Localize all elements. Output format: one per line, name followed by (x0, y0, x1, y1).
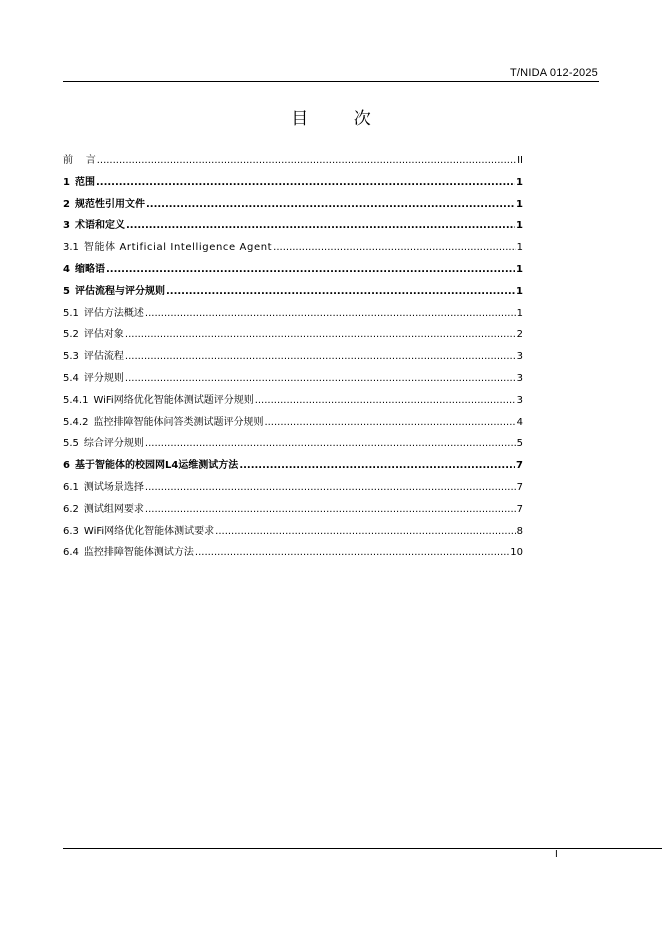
toc-leader-dots (145, 477, 516, 499)
toc-entry-number: 5.4 (63, 372, 79, 384)
toc-entry[interactable] (63, 215, 523, 237)
toc-leader-dots (215, 521, 515, 543)
toc-entry[interactable] (63, 150, 523, 172)
toc-entry-number: 3 (63, 220, 70, 232)
toc-entry-label (63, 542, 194, 564)
toc-entry-page: 1 (516, 198, 523, 210)
toc-entry-label (63, 215, 125, 237)
toc-entry-title: 缩略语 (74, 263, 105, 275)
toc-leader-dots (145, 303, 516, 325)
toc-leader-dots (166, 281, 515, 303)
toc-entry[interactable] (63, 477, 523, 499)
toc-entry-title: 评估对象 (83, 329, 124, 341)
toc-leader-dots (146, 194, 515, 216)
toc-entry-page: 8 (516, 525, 523, 537)
toc-entry-title: 监控排障智能体测试方法 (83, 547, 194, 559)
toc-entry-label (63, 390, 254, 412)
footer-page-number: I (555, 849, 558, 860)
toc-entry-title: 测试组网要求 (83, 503, 144, 515)
toc-entry-number: 5.4.1 (63, 394, 89, 406)
toc-leader-dots (126, 215, 515, 237)
toc-entry[interactable] (63, 259, 523, 281)
toc-entry-title: 评估流程 (83, 351, 124, 363)
toc-leader-dots (264, 412, 515, 434)
toc-entry[interactable] (63, 303, 523, 325)
toc-entry-page: 7 (516, 460, 523, 472)
toc-leader-dots (273, 237, 515, 259)
toc-entry-page: 5 (516, 438, 523, 450)
toc-entry-title: 评估流程与评分规则 (74, 285, 165, 297)
toc-entry[interactable] (63, 194, 523, 216)
toc-entry-title: WiFi网络优化智能体测试要求 (83, 525, 215, 537)
toc-entry[interactable] (63, 499, 523, 521)
toc-entry-number: 3.1 (63, 242, 79, 254)
toc-entry-number: 4 (63, 263, 70, 275)
toc-entry-page: 1 (516, 263, 523, 275)
toc-entry-number: 6.3 (63, 525, 79, 537)
toc-entry-number: 5.1 (63, 307, 79, 319)
toc-leader-dots (106, 259, 515, 281)
toc-entry-number: 6 (63, 460, 70, 472)
toc-entry-page: 1 (516, 176, 523, 188)
toc-entry-title: 术语和定义 (74, 220, 125, 232)
toc-leader-dots (145, 499, 516, 521)
document-code: T/NIDA 012-2025 (510, 67, 598, 79)
toc-entry[interactable] (63, 281, 523, 303)
toc-entry[interactable] (63, 433, 523, 455)
toc-entry-number: 5.4.2 (63, 416, 89, 428)
toc-entry-title: 评估方法概述 (83, 307, 144, 319)
toc-entry-label (63, 499, 144, 521)
toc-leader-dots (239, 455, 515, 477)
toc-entry-number: 5.5 (63, 438, 79, 450)
toc-entry-label (63, 346, 124, 368)
toc-entry-number: 5 (63, 285, 70, 297)
toc-entry-page: 3 (516, 351, 523, 363)
toc-entry[interactable] (63, 390, 523, 412)
toc-entry-page: 3 (516, 372, 523, 384)
toc-entry-page: 10 (510, 547, 523, 559)
toc-entry-title: 前 言 (63, 155, 96, 166)
toc-entry-title: 范围 (74, 176, 95, 188)
toc-entry-title: 规范性引用文件 (74, 198, 145, 210)
toc-entry-label (63, 412, 263, 434)
toc-entry-page: II (517, 155, 523, 166)
toc-leader-dots (195, 542, 509, 564)
toc-leader-dots (255, 390, 516, 412)
toc-entry-label (63, 368, 124, 390)
toc-entry[interactable] (63, 368, 523, 390)
toc-entry-label (63, 237, 272, 259)
toc-entry-page: 7 (516, 503, 523, 515)
toc-entry-label (63, 259, 105, 281)
toc-entry-page: 7 (516, 481, 523, 493)
header-divider (63, 81, 599, 82)
toc-leader-dots (125, 324, 516, 346)
toc-entry-page: 2 (516, 329, 523, 341)
toc-entry-title: 基于智能体的校园网L4运维测试方法 (74, 460, 239, 472)
toc-entry-label (63, 281, 165, 303)
toc-entry[interactable] (63, 412, 523, 434)
toc-leader-dots (125, 346, 516, 368)
toc-entry-label (63, 303, 144, 325)
toc-entry-title: WiFi网络优化智能体测试题评分规则 (93, 394, 254, 406)
toc-leader-dots (145, 433, 516, 455)
toc-entry-label (63, 324, 124, 346)
toc-entry-page: 1 (516, 242, 523, 254)
toc-entry-title: 评分规则 (83, 372, 124, 384)
toc-entry-label (63, 194, 145, 216)
toc-entry[interactable] (63, 521, 523, 543)
toc-entry-number: 5.2 (63, 329, 79, 341)
toc-entry-number: 1 (63, 176, 70, 188)
toc-title: 目 次 (291, 109, 391, 129)
toc-leader-dots (96, 172, 515, 194)
toc-entry-number: 6.2 (63, 503, 79, 515)
toc-entry-number: 2 (63, 198, 70, 210)
toc-entry[interactable] (63, 346, 523, 368)
toc-entry-number: 6.1 (63, 481, 79, 493)
toc-entry[interactable] (63, 324, 523, 346)
toc-entry-title: 测试场景选择 (83, 481, 144, 493)
toc-entry[interactable] (63, 542, 523, 564)
toc-leader-dots (97, 150, 516, 172)
toc-entry-label (63, 433, 144, 455)
footer-divider (63, 848, 662, 849)
toc-entry-title: 智能体 Artificial Intelligence Agent (83, 242, 273, 254)
toc-entry-page: 1 (516, 220, 523, 232)
toc-entry-label (63, 521, 214, 543)
toc-entry-title: 监控排障智能体问答类测试题评分规则 (93, 416, 264, 428)
toc-entry-page: 1 (516, 307, 523, 319)
toc-leader-dots (125, 368, 516, 390)
toc-entry-page: 1 (516, 285, 523, 297)
toc-entry-label (63, 172, 95, 194)
toc-entry[interactable] (63, 172, 523, 194)
toc-entry-label (63, 477, 144, 499)
table-of-contents (63, 150, 523, 564)
toc-entry-title: 综合评分规则 (83, 438, 144, 450)
toc-entry[interactable] (63, 455, 523, 477)
toc-entry-label (63, 150, 96, 172)
toc-entry-label (63, 455, 238, 477)
toc-entry-number: 6.4 (63, 547, 79, 559)
toc-entry-page: 3 (516, 394, 523, 406)
toc-entry[interactable] (63, 237, 523, 259)
toc-entry-page: 4 (516, 416, 523, 428)
toc-entry-number: 5.3 (63, 351, 79, 363)
